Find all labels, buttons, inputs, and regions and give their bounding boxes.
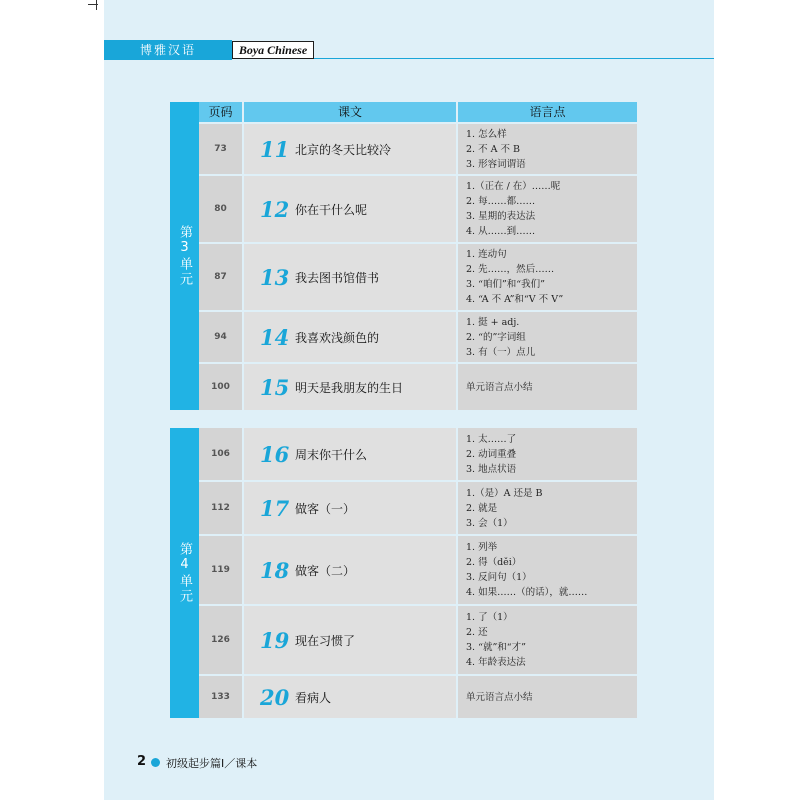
running-header	[104, 40, 714, 60]
page-number: 87	[199, 244, 244, 310]
grammar-point: 2. 得（děi）	[466, 557, 522, 568]
lesson-title: 我去图书馆借书	[295, 270, 380, 285]
table-row	[199, 244, 637, 310]
grammar-points	[458, 536, 637, 604]
lesson-cell[interactable]	[244, 312, 458, 362]
page-number: 126	[199, 606, 244, 674]
table-row	[199, 124, 637, 174]
lesson-cell[interactable]	[244, 244, 458, 310]
grammar-points	[458, 364, 637, 410]
lesson-number: 17	[260, 495, 290, 521]
page-number: 100	[199, 364, 244, 410]
table-row	[199, 312, 637, 362]
grammar-points	[458, 312, 637, 362]
unit-3-table	[170, 102, 637, 410]
lesson-title: 看病人	[295, 690, 332, 705]
unit-label-text: 第4单元	[177, 542, 192, 604]
page-number: 133	[199, 676, 244, 718]
grammar-point: 3. 会（1）	[466, 517, 513, 529]
bullet-dot-icon	[151, 758, 160, 767]
grammar-point: 3. 星期的表达法	[466, 211, 536, 222]
grammar-points	[458, 176, 637, 242]
lesson-cell[interactable]	[244, 176, 458, 242]
grammar-point: 1. 怎么样	[466, 128, 507, 140]
grammar-point: 2. 还	[466, 627, 488, 638]
unit-label	[170, 428, 199, 718]
grammar-point: 单元语言点小结	[466, 691, 533, 703]
grammar-point: 1. 了（1）	[466, 612, 513, 623]
table-row	[199, 428, 637, 480]
lesson-title: 现在习惯了	[295, 633, 356, 648]
lesson-title: 我喜欢浅颜色的	[295, 330, 380, 345]
grammar-point: 2. 就是	[466, 502, 498, 514]
page-number: 112	[199, 482, 244, 534]
unit-label	[170, 102, 199, 410]
grammar-point: 2. 不 A 不 B	[466, 143, 520, 155]
grammar-point: 1. 列举	[466, 542, 498, 553]
lesson-number: 18	[260, 557, 290, 583]
lesson-cell[interactable]	[244, 428, 458, 480]
grammar-points	[458, 124, 637, 174]
lesson-title: 你在干什么呢	[295, 202, 368, 217]
grammar-point: 3. 形容词谓语	[466, 158, 526, 170]
lesson-cell[interactable]	[244, 536, 458, 604]
table-row	[199, 676, 637, 718]
grammar-point: 3. 有（一）点儿	[466, 346, 536, 358]
page-number: 94	[199, 312, 244, 362]
lesson-number: 15	[260, 374, 290, 400]
lesson-cell[interactable]	[244, 606, 458, 674]
grammar-points	[458, 676, 637, 718]
header-points: 语言点	[458, 102, 637, 122]
grammar-point: 3. “就”和“才”	[466, 642, 527, 653]
table-header	[199, 102, 637, 122]
lesson-number: 14	[260, 324, 290, 350]
grammar-points	[458, 428, 637, 480]
grammar-point: 4. 从……到……	[466, 226, 536, 237]
lesson-number: 16	[260, 441, 290, 467]
grammar-point: 4. 如果……（的话），就……	[466, 587, 588, 598]
lesson-number: 13	[260, 264, 290, 290]
lesson-title: 做客（二）	[295, 563, 356, 578]
lesson-number: 12	[260, 196, 290, 222]
lesson-cell[interactable]	[244, 482, 458, 534]
table-row	[199, 536, 637, 604]
grammar-point: 1.（是）A 还是 B	[466, 487, 543, 499]
lesson-cell[interactable]	[244, 676, 458, 718]
grammar-point: 1.（正在 / 在）……呢	[466, 181, 561, 192]
page-number: 80	[199, 176, 244, 242]
grammar-point: 单元语言点小结	[466, 381, 533, 393]
footer-book-title: 初级起步篇Ⅰ／课本	[166, 757, 258, 770]
unit-label-text: 第3单元	[177, 225, 192, 287]
grammar-point: 1. 连动句	[466, 249, 507, 260]
lesson-title: 明天是我朋友的生日	[295, 380, 404, 395]
header-rule	[314, 58, 714, 59]
grammar-point: 2. 每……都……	[466, 196, 536, 207]
table-row	[199, 606, 637, 674]
lesson-number: 19	[260, 627, 290, 653]
grammar-point: 2. 动词重叠	[466, 448, 517, 460]
lesson-cell[interactable]	[244, 364, 458, 410]
series-title-en: Boya Chinese	[232, 41, 314, 59]
page-number: 73	[199, 124, 244, 174]
lesson-title: 做客（一）	[295, 501, 356, 516]
table-row	[199, 482, 637, 534]
grammar-point: 3. 地点状语	[466, 463, 517, 475]
table-row	[199, 364, 637, 410]
grammar-point: 1. 挺 + adj.	[466, 316, 520, 328]
header-page: 页码	[199, 102, 244, 122]
grammar-point: 2. “的”字词组	[466, 331, 526, 343]
grammar-point: 4. 年龄表达法	[466, 657, 526, 668]
page-number: 106	[199, 428, 244, 480]
header-text: 课文	[244, 102, 458, 122]
lesson-number: 20	[260, 684, 290, 710]
grammar-point: 1. 太……了	[466, 433, 517, 445]
grammar-point: 4. “A 不 A”和“V 不 V”	[466, 294, 564, 305]
grammar-point: 2. 先……，然后……	[466, 264, 555, 275]
table-row	[199, 176, 637, 242]
lesson-cell[interactable]	[244, 124, 458, 174]
grammar-points	[458, 606, 637, 674]
lesson-title: 周末你干什么	[295, 447, 368, 462]
series-title-cn: 博雅汉语	[104, 40, 232, 60]
grammar-points	[458, 482, 637, 534]
lesson-number: 11	[260, 136, 290, 162]
unit-4-table	[170, 428, 637, 718]
lesson-title: 北京的冬天比较冷	[295, 142, 392, 157]
footer-page-number: 2	[137, 754, 147, 769]
grammar-point: 3. “咱们”和“我们”	[466, 279, 546, 290]
grammar-point: 3. 反问句（1）	[466, 572, 532, 583]
grammar-points	[458, 244, 637, 310]
page-number: 119	[199, 536, 244, 604]
